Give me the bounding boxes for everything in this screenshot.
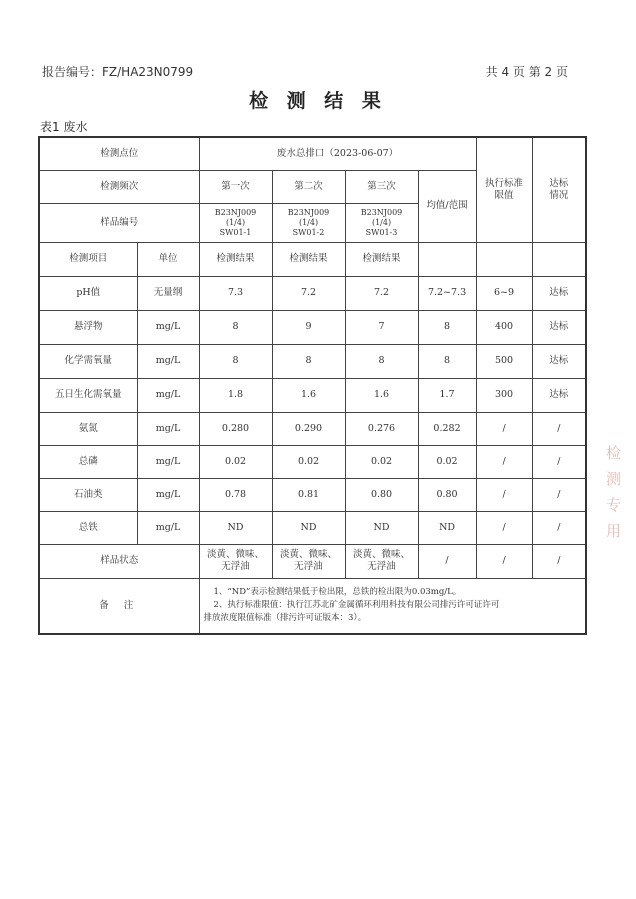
unit: mg/L	[137, 412, 199, 445]
result-1: 8	[199, 310, 272, 344]
unit: mg/L	[137, 310, 199, 344]
table-row	[39, 310, 586, 344]
item-name: 总磷	[39, 445, 137, 478]
standard-limit: /	[476, 445, 532, 478]
result-3: 8	[345, 344, 418, 378]
unit: mg/L	[137, 378, 199, 412]
state-average: /	[418, 544, 476, 578]
result-1: 7.3	[199, 276, 272, 310]
avg-label: 均值/范围	[418, 170, 476, 242]
standard-limit: 6~9	[476, 276, 532, 310]
results-table	[38, 136, 587, 635]
table-row	[39, 344, 586, 378]
result-2: 0.290	[272, 412, 345, 445]
page-indicator: 共 4 页 第 2 页	[485, 65, 568, 79]
table-row	[39, 378, 586, 412]
sample-label: 样品编号	[39, 203, 199, 242]
header-row	[39, 242, 586, 276]
result-label-2: 检测结果	[272, 242, 345, 276]
average: 1.7	[418, 378, 476, 412]
freq-2: 第二次	[272, 170, 345, 203]
unit-label: 单位	[137, 242, 199, 276]
pass-status: 达标	[532, 276, 586, 310]
report-number: 报告编号：FZ/HA23N0799	[42, 65, 194, 79]
item-name: 石油类	[39, 478, 137, 511]
pass-status: /	[532, 412, 586, 445]
standard-limit: 500	[476, 344, 532, 378]
average: ND	[418, 511, 476, 544]
item-name: 总铁	[39, 511, 137, 544]
item-name: 五日生化需氧量	[39, 378, 137, 412]
table-row	[39, 511, 586, 544]
result-1: 1.8	[199, 378, 272, 412]
seal-stamp: 检 测 专 用	[606, 444, 622, 540]
sample-2: B23NJ009 (1/4) SW01-2	[272, 203, 345, 242]
result-2: ND	[272, 511, 345, 544]
result-1: 0.02	[199, 445, 272, 478]
freq-1: 第一次	[199, 170, 272, 203]
standard-limit: 300	[476, 378, 532, 412]
table-row	[39, 276, 586, 310]
pass-status: /	[532, 511, 586, 544]
result-label-3: 检测结果	[345, 242, 418, 276]
result-2: 7.2	[272, 276, 345, 310]
unit: 无量纲	[137, 276, 199, 310]
freq-3: 第三次	[345, 170, 418, 203]
note-3: 排放浓度限值标准（排污许可证版本：3）。	[203, 613, 367, 624]
result-label-1: 检测结果	[199, 242, 272, 276]
result-3: 0.80	[345, 478, 418, 511]
state-2: 淡黄、微味、 无浮油	[272, 544, 345, 578]
state-pass: /	[532, 544, 586, 578]
average: 0.02	[418, 445, 476, 478]
result-2: 9	[272, 310, 345, 344]
average: 7.2~7.3	[418, 276, 476, 310]
table-caption: 表1 废水	[40, 120, 88, 134]
pass-label: 达标 情况	[532, 137, 586, 242]
result-2: 0.02	[272, 445, 345, 478]
pass-status: 达标	[532, 378, 586, 412]
result-3: 7.2	[345, 276, 418, 310]
state-3: 淡黄、微味、 无浮油	[345, 544, 418, 578]
standard-label: 执行标准 限值	[476, 137, 532, 242]
sample-3: B23NJ009 (1/4) SW01-3	[345, 203, 418, 242]
notes-label: 备 注	[39, 578, 199, 634]
item-label: 检测项目	[39, 242, 137, 276]
table-row	[39, 445, 586, 478]
result-1: 8	[199, 344, 272, 378]
pass-status: /	[532, 445, 586, 478]
average: 8	[418, 344, 476, 378]
point-label: 检测点位	[39, 137, 199, 170]
notes-row	[39, 578, 586, 634]
note-2: 2、执行标准限值：执行江苏北矿金属循环利用科技有限公司排污许可证许可	[213, 600, 500, 611]
state-1: 淡黄、微味、 无浮油	[199, 544, 272, 578]
item-name: pH值	[39, 276, 137, 310]
pass-status: 达标	[532, 344, 586, 378]
average: 8	[418, 310, 476, 344]
result-2: 8	[272, 344, 345, 378]
freq-label: 检测频次	[39, 170, 199, 203]
result-3: ND	[345, 511, 418, 544]
result-2: 0.81	[272, 478, 345, 511]
pass-status: /	[532, 478, 586, 511]
table-row	[39, 412, 586, 445]
document-title: 检 测 结 果	[249, 90, 387, 112]
standard-limit: /	[476, 478, 532, 511]
result-1: ND	[199, 511, 272, 544]
note-1: 1、“ND”表示检测结果低于检出限，总铁的检出限为0.03mg/L。	[213, 587, 462, 598]
unit: mg/L	[137, 445, 199, 478]
state-standard: /	[476, 544, 532, 578]
result-1: 0.280	[199, 412, 272, 445]
result-1: 0.78	[199, 478, 272, 511]
result-3: 1.6	[345, 378, 418, 412]
result-3: 7	[345, 310, 418, 344]
table-row	[39, 478, 586, 511]
notes-content	[199, 578, 586, 634]
standard-limit: 400	[476, 310, 532, 344]
unit: mg/L	[137, 478, 199, 511]
average: 0.80	[418, 478, 476, 511]
item-name: 化学需氧量	[39, 344, 137, 378]
unit: mg/L	[137, 344, 199, 378]
item-name: 氨氮	[39, 412, 137, 445]
point-value: 废水总排口（2023-06-07）	[199, 137, 476, 170]
result-3: 0.276	[345, 412, 418, 445]
average: 0.282	[418, 412, 476, 445]
standard-limit: /	[476, 511, 532, 544]
result-2: 1.6	[272, 378, 345, 412]
item-name: 悬浮物	[39, 310, 137, 344]
state-label: 样品状态	[39, 544, 199, 578]
standard-limit: /	[476, 412, 532, 445]
point-row	[39, 137, 586, 170]
result-3: 0.02	[345, 445, 418, 478]
sample-state-row	[39, 544, 586, 578]
unit: mg/L	[137, 511, 199, 544]
sample-1: B23NJ009 (1/4) SW01-1	[199, 203, 272, 242]
pass-status: 达标	[532, 310, 586, 344]
